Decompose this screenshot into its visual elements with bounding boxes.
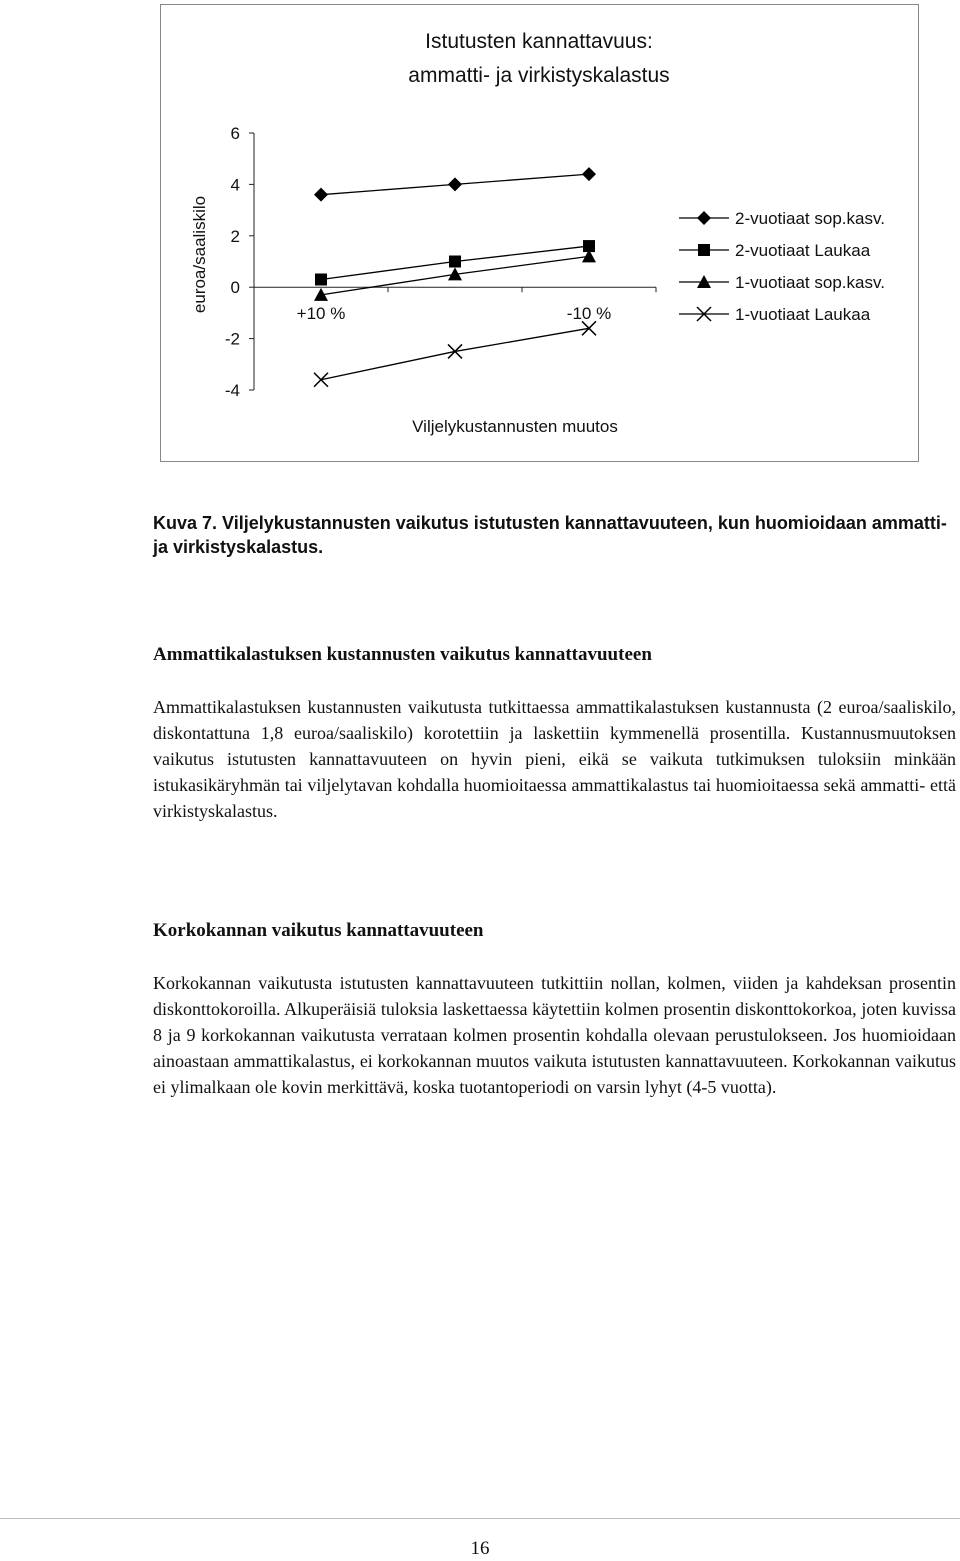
legend-marker: [698, 244, 710, 256]
legend-label: 1-vuotiaat Laukaa: [735, 305, 871, 324]
data-point: [449, 256, 461, 268]
chart-title-line: Istutusten kannattavuus:: [425, 30, 653, 53]
section-heading-professional-fishing: Ammattikalastuksen kustannusten vaikutus kannattavuuteen: [153, 644, 652, 665]
x-tick-label: -10 %: [566, 304, 612, 324]
section-paragraph-interest-rate: Korkokannan vaikutusta istutusten kannattavuuteen tutkittiin nollan, kolmen, viiden ja kahdeksan prosentin diskonttokoroilla. Alkuperäisiä tuloksia laskettaessa käytettiin kolmen prosentin diskonttokorkoa, joten kuvissa 8 ja 9 korkokannan vaikutusta verrataan kolmen prosentin kohdalla olevaan perustulokseen. Jos huomioidaan ainoastaan ammattikalastus, ei korkokannan muutos vaikuta istutusten kannattavuuteen. Korkokannan vaikutus ei ylimalkaan ole kovin merkittävä, koska tuotantoperiodi on varsin lyhyt (4-5 vuotta).: [153, 973, 956, 1097]
legend-marker: [697, 211, 711, 225]
line-chart: [161, 5, 918, 461]
y-tick-label: 6: [230, 124, 240, 143]
figure-caption: Kuva 7. Viljelykustannusten vaikutus istutusten kannattavuuteen, kun huomioidaan ammatti- ja virkistyskalastus.: [153, 513, 947, 557]
section-paragraph-professional-fishing: Ammattikalastuksen kustannusten vaikutusta tutkittaessa ammattikalastuksen kustannusta (2 euroa/saaliskilo, diskontattuna 1,8 euroa/saaliskilo) korotettiin ja laskettiin kymmenellä prosentilla. Kustannusmuutoksen vaikutus istutusten kannattavuuteen on hyvin pieni, eikä se vaikuta tutkimuksen tuloksiin minkään istukasikäryhmän tai viljelytavan kohdalla huomioitaessa ammattikalastus tai huomioitaessa sekä ammatti- että virkistyskalastus.: [153, 697, 956, 821]
legend-label: 1-vuotiaat sop.kasv.: [735, 273, 885, 292]
footer-divider: [0, 1518, 960, 1519]
chart-title-line: ammatti- ja virkistyskalastus: [408, 64, 670, 87]
legend-label: 2-vuotiaat sop.kasv.: [735, 209, 885, 228]
data-point: [314, 188, 328, 202]
chart-frame: [160, 4, 919, 462]
x-axis-title: Viljelykustannusten muutos: [412, 417, 618, 436]
page-number: 16: [470, 1538, 490, 1559]
data-point: [582, 167, 596, 181]
data-point: [314, 373, 328, 387]
x-tick-label: +10 %: [296, 304, 346, 324]
section-heading-interest-rate: Korkokannan vaikutus kannattavuuteen: [153, 920, 484, 941]
legend-label: 2-vuotiaat Laukaa: [735, 241, 871, 260]
y-tick-label: 0: [230, 278, 240, 298]
data-point: [448, 177, 462, 191]
y-tick-label: 4: [230, 175, 240, 195]
data-point: [582, 321, 596, 335]
y-tick-label: -4: [224, 381, 240, 400]
data-point: [448, 344, 462, 358]
y-tick-label: -2: [224, 329, 240, 349]
y-tick-label: 2: [230, 226, 240, 246]
y-axis-title: euroa/saaliskilo: [190, 195, 209, 314]
series-line: [321, 328, 589, 379]
data-point: [315, 273, 327, 285]
